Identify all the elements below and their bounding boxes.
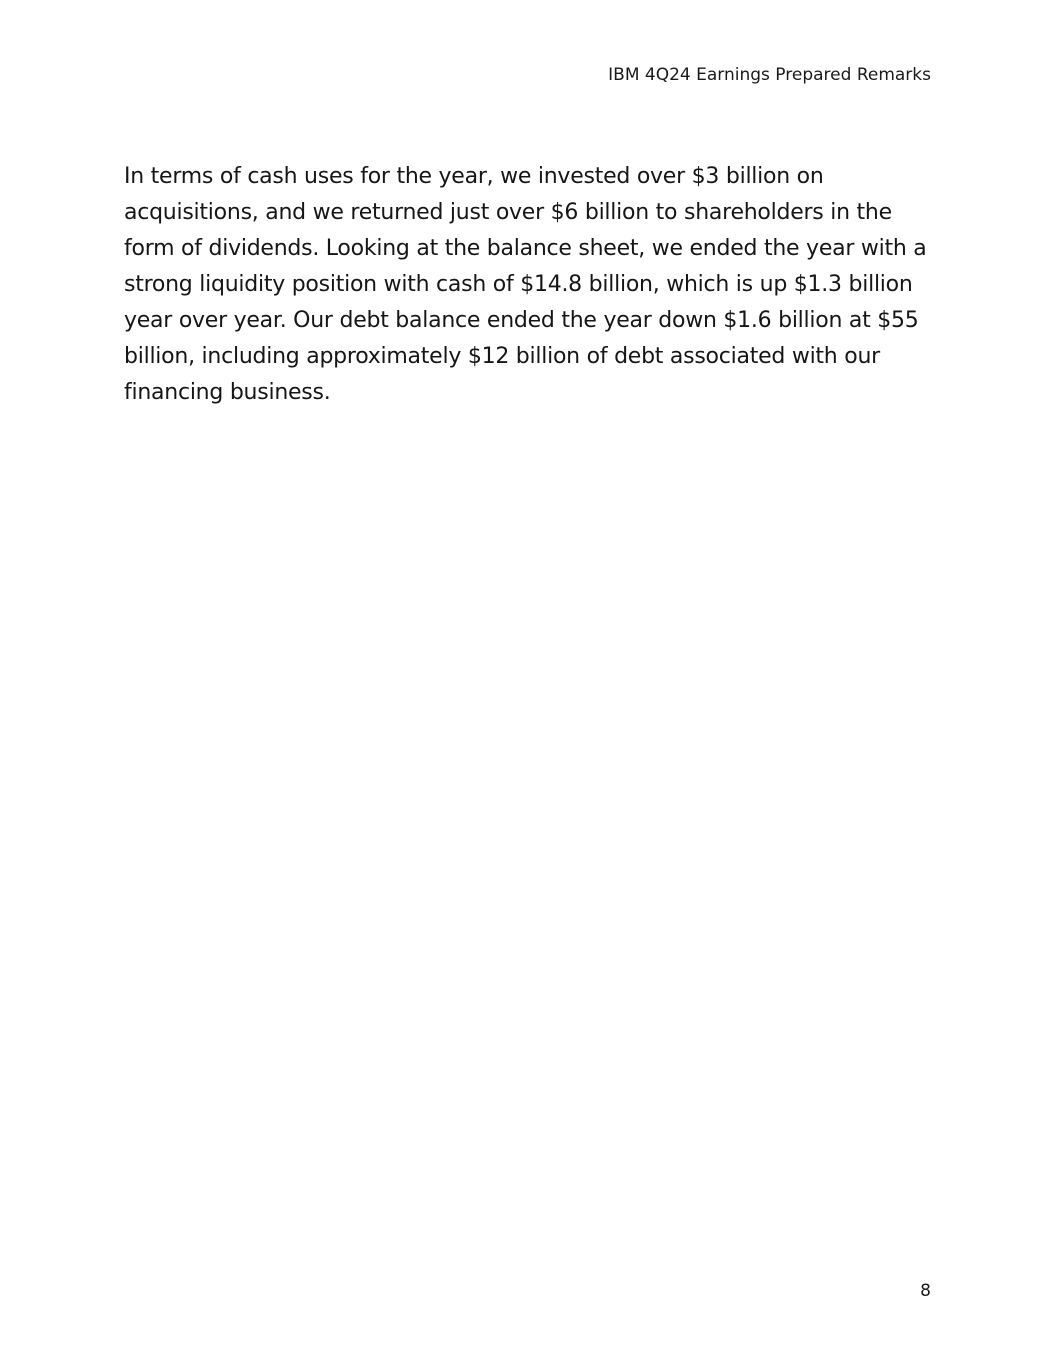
paragraph-line: acquisitions, and we returned just over $6 billion to shareholders in the xyxy=(124,200,892,225)
paragraph-line: In terms of cash uses for the year, we invested over $3 billion on xyxy=(124,164,824,189)
page-number: 8 xyxy=(920,1281,931,1301)
paragraph-line: year over year. Our debt balance ended the year down $1.6 billion at $55 xyxy=(124,308,919,333)
running-header: IBM 4Q24 Earnings Prepared Remarks xyxy=(608,65,931,85)
body-paragraph xyxy=(124,159,930,411)
paragraph-line: billion, including approximately $12 billion of debt associated with our xyxy=(124,344,880,369)
paragraph-line: form of dividends. Looking at the balance sheet, we ended the year with a xyxy=(124,236,927,261)
paragraph-line: strong liquidity position with cash of $14.8 billion, which is up $1.3 billion xyxy=(124,272,913,297)
paragraph-line: financing business. xyxy=(124,380,331,405)
